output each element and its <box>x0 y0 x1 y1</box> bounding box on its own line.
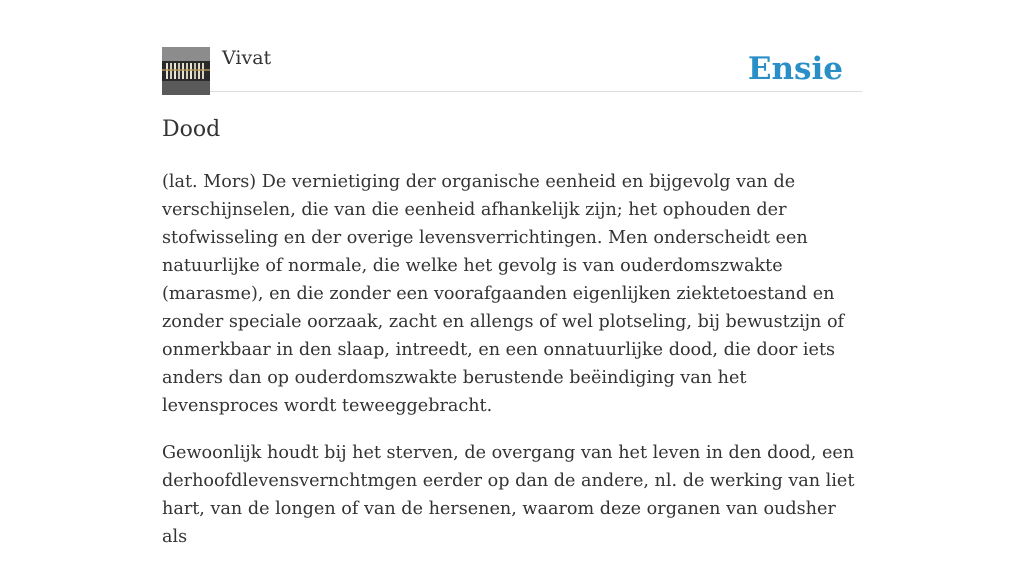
author-avatar[interactable] <box>162 47 210 95</box>
brand-logo[interactable]: Ensie <box>747 51 843 87</box>
article-paragraph: Gewoonlijk houdt bij het sterven, de overgang van het leven in den dood, een derhoofdlevensvernchtmgen eerder op dan de andere, nl. de werking van liet hart, van de longen of van de hersenen, waarom deze organen van oudsher als <box>162 443 855 547</box>
article-body <box>162 168 862 570</box>
author-name[interactable]: Vivat <box>222 47 272 69</box>
article-title: Dood <box>162 117 221 142</box>
header <box>162 0 862 92</box>
article-paragraph: (lat. Mors) De vernietiging der organische eenheid en bijgevolg van de verschijnselen, die van die eenheid afhankelijk zijn; het ophouden der stofwisseling en der overige levensverrichtingen. Men onderscheidt een natuurlijke of normale, die welke het gevolg is van ouderdomszwakte (marasme), en die zonder een voorafgaanden eigenlijken ziektetoestand en zonder speciale oorzaak, zacht en allengs of wel plotseling, bij bewustzijn of onmerkbaar in den slaap, intreedt, en een onnatuurlijke dood, die door iets anders dan op ouderdomszwakte berustende beëindiging van het levensproces wordt teweeggebracht. <box>162 172 845 416</box>
page-container <box>162 0 862 547</box>
bookshelf-avatar-icon <box>162 47 210 95</box>
